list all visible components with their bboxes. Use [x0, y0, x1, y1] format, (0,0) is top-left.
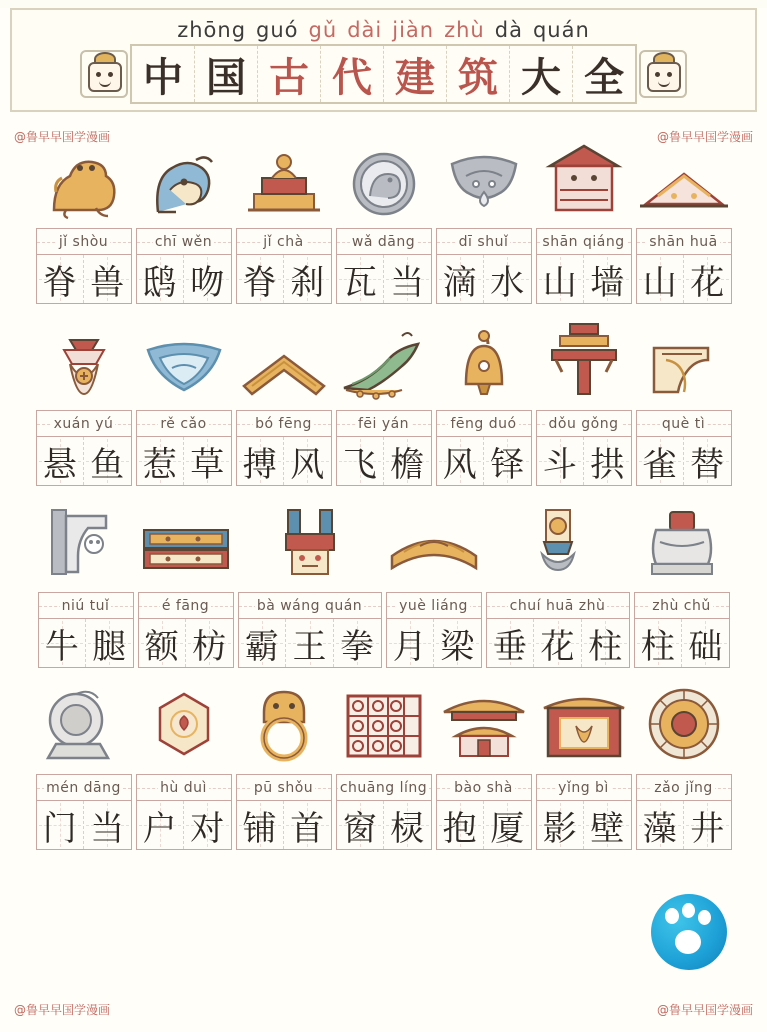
term-character [284, 437, 331, 485]
term-character [637, 437, 685, 485]
term-character [437, 437, 485, 485]
drip-tile-icon [436, 132, 532, 224]
term-character-glyph: 柱 [640, 626, 675, 667]
term-character-glyph: 壁 [590, 808, 625, 849]
eave-tile-icon [336, 132, 432, 224]
term-character [286, 619, 334, 667]
term-character-glyph: 惹 [142, 444, 177, 485]
term-character [334, 619, 381, 667]
term-characters [436, 436, 532, 486]
term-characters [336, 800, 432, 850]
term-pinyin: chuāng líng [336, 774, 432, 800]
term-character-glyph: 花 [690, 262, 725, 303]
term-character-glyph: 雀 [642, 444, 677, 485]
term-pinyin: bào shà [436, 774, 532, 800]
title-characters [130, 44, 637, 104]
term-character [284, 255, 331, 303]
watermark-bottom-right: @鲁早早国学漫画 [656, 1003, 753, 1017]
term-item[interactable] [236, 132, 332, 304]
term-row [8, 496, 759, 668]
term-character-glyph: 腿 [92, 626, 127, 667]
term-item[interactable] [36, 678, 132, 850]
term-characters [536, 800, 632, 850]
term-character-glyph: 草 [190, 444, 225, 485]
title-pinyin-syllable: gǔ [308, 18, 338, 42]
term-character-glyph: 替 [690, 444, 725, 485]
term-character-glyph: 墙 [590, 262, 625, 303]
chiwen-icon [136, 132, 232, 224]
term-character-glyph: 铎 [490, 444, 525, 485]
term-pinyin: rě cǎo [136, 410, 232, 436]
term-character-glyph: 牛 [44, 626, 79, 667]
term-character [387, 619, 435, 667]
term-pinyin: zǎo jǐng [636, 774, 732, 800]
title-character: 全 [584, 54, 624, 101]
term-character [584, 255, 631, 303]
architrave-icon [138, 496, 234, 588]
term-character [237, 255, 285, 303]
title-pinyin-syllable: zhù [444, 18, 485, 42]
term-item[interactable] [486, 496, 630, 668]
term-character-glyph: 拳 [340, 626, 375, 667]
term-character-glyph: 脊 [242, 262, 277, 303]
title-pinyin [12, 10, 755, 42]
term-character [537, 255, 585, 303]
term-character [384, 255, 431, 303]
term-pinyin: jǐ shòu [36, 228, 132, 254]
poster-header [10, 8, 757, 112]
term-character-glyph: 搏 [242, 444, 277, 485]
term-pinyin: yǐng bì [536, 774, 632, 800]
term-character [337, 437, 385, 485]
term-item[interactable] [36, 132, 132, 304]
term-character [584, 801, 631, 849]
term-character-glyph: 户 [142, 808, 177, 849]
term-character-glyph: 额 [144, 626, 179, 667]
term-character [84, 801, 131, 849]
term-pinyin: bà wáng quán [238, 592, 382, 618]
term-pinyin: wǎ dāng [336, 228, 432, 254]
term-character-glyph: 门 [42, 808, 77, 849]
mascot-left-icon [80, 50, 128, 98]
title-pinyin-syllable: dà [494, 18, 523, 42]
term-characters [236, 436, 332, 486]
term-pinyin: jǐ chà [236, 228, 332, 254]
term-character-glyph: 枋 [192, 626, 227, 667]
title-character: 中 [132, 46, 195, 102]
term-character-glyph: 山 [642, 262, 677, 303]
term-character [237, 801, 285, 849]
term-item[interactable] [36, 314, 132, 486]
term-character-glyph: 梁 [440, 626, 475, 667]
term-characters [636, 800, 732, 850]
title-pinyin-syllable: jiàn [392, 18, 435, 42]
term-character [484, 255, 531, 303]
hanging-flower-column-icon [510, 496, 606, 588]
term-characters [238, 618, 382, 668]
door-knocker-icon [236, 678, 332, 770]
term-item[interactable] [536, 314, 632, 486]
term-character [137, 255, 185, 303]
title-character: 筑 [447, 46, 510, 102]
term-character [484, 437, 531, 485]
term-character-glyph: 抱 [442, 808, 477, 849]
hanging-fish-icon [36, 314, 132, 406]
term-pinyin: chī wěn [136, 228, 232, 254]
term-item[interactable] [436, 132, 532, 304]
term-item[interactable] [336, 678, 432, 850]
column-base-icon [634, 496, 730, 588]
wind-bell-icon [436, 314, 532, 406]
term-pinyin: hù duì [136, 774, 232, 800]
title-character: 国 [195, 46, 258, 102]
term-character [184, 801, 231, 849]
term-character [637, 801, 685, 849]
bargeboard-icon [236, 314, 332, 406]
term-character [537, 437, 585, 485]
term-pinyin: bó fēng [236, 410, 332, 436]
term-character [582, 619, 629, 667]
term-character-glyph: 山 [542, 262, 577, 303]
term-character [635, 619, 683, 667]
watermark-top-left: @鲁早早国学漫画 [14, 130, 111, 144]
gable-flower-icon [636, 132, 732, 224]
term-character-glyph: 水 [490, 262, 525, 303]
term-item[interactable] [634, 496, 730, 668]
grass-board-icon [136, 314, 232, 406]
term-character-glyph: 当 [90, 808, 125, 849]
term-character [137, 801, 185, 849]
term-character-glyph: 藻 [642, 808, 677, 849]
term-character-glyph: 飞 [342, 444, 377, 485]
term-character [437, 255, 485, 303]
term-pinyin: shān qiáng [536, 228, 632, 254]
term-characters [536, 436, 632, 486]
term-character [337, 801, 385, 849]
term-characters [136, 254, 232, 304]
term-characters [386, 618, 482, 668]
term-row [8, 678, 759, 850]
term-row [8, 314, 759, 486]
term-item[interactable] [136, 314, 232, 486]
term-characters [236, 254, 332, 304]
term-character [637, 255, 685, 303]
term-character [684, 255, 731, 303]
title-pinyin-syllable: zhōng [177, 18, 247, 42]
watermark-top-right: @鲁早早国学漫画 [656, 130, 753, 144]
term-pinyin: zhù chǔ [634, 592, 730, 618]
term-character-glyph: 鸱 [142, 262, 177, 303]
term-item[interactable] [336, 314, 432, 486]
term-character-glyph: 窗 [342, 808, 377, 849]
term-character [86, 619, 133, 667]
term-characters [236, 800, 332, 850]
roof-beast-icon [36, 132, 132, 224]
term-character-glyph: 脊 [42, 262, 77, 303]
title-pinyin-syllable: quán [532, 18, 590, 42]
gable-wall-icon [536, 132, 632, 224]
term-character [37, 255, 85, 303]
flying-eave-icon [336, 314, 432, 406]
term-character-glyph: 风 [290, 444, 325, 485]
term-character-glyph: 檐 [390, 444, 425, 485]
term-item[interactable] [386, 496, 482, 668]
term-character [337, 255, 385, 303]
term-characters [636, 436, 732, 486]
moon-beam-icon [386, 496, 482, 588]
term-character [37, 801, 85, 849]
term-character [484, 801, 531, 849]
term-characters [536, 254, 632, 304]
term-pinyin: pū shǒu [236, 774, 332, 800]
brand-logo-icon [651, 894, 727, 970]
term-character-glyph: 影 [542, 808, 577, 849]
term-character [684, 437, 731, 485]
term-character [284, 801, 331, 849]
term-item[interactable] [536, 678, 632, 850]
term-item[interactable] [636, 678, 732, 850]
term-characters [336, 254, 432, 304]
term-character [487, 619, 535, 667]
term-item[interactable] [636, 132, 732, 304]
term-character-glyph: 井 [690, 808, 725, 849]
term-item[interactable] [636, 314, 732, 486]
term-character [84, 255, 131, 303]
term-characters [634, 618, 730, 668]
title-character: 古 [258, 46, 321, 102]
poster-page [0, 8, 767, 1032]
term-pinyin: xuán yú [36, 410, 132, 436]
term-character [139, 619, 187, 667]
term-characters [436, 254, 532, 304]
term-pinyin: é fāng [138, 592, 234, 618]
sparrow-brace-icon [636, 314, 732, 406]
title-character: 建 [384, 46, 447, 102]
term-character [39, 619, 87, 667]
term-character-glyph: 滴 [442, 262, 477, 303]
term-pinyin: yuè liáng [386, 592, 482, 618]
term-grid [0, 132, 767, 850]
window-lattice-icon [336, 678, 432, 770]
ox-leg-bracket-icon [38, 496, 134, 588]
term-character-glyph: 兽 [90, 262, 125, 303]
term-character [384, 801, 431, 849]
term-character [137, 437, 185, 485]
term-item[interactable] [236, 678, 332, 850]
term-item[interactable] [336, 132, 432, 304]
term-pinyin: shān huā [636, 228, 732, 254]
term-pinyin: fēi yán [336, 410, 432, 436]
term-character-glyph: 吻 [190, 262, 225, 303]
term-character [437, 801, 485, 849]
term-character-glyph: 柱 [588, 626, 623, 667]
term-item[interactable] [136, 678, 232, 850]
term-characters [486, 618, 630, 668]
term-pinyin: dī shuǐ [436, 228, 532, 254]
term-pinyin: mén dāng [36, 774, 132, 800]
term-characters [136, 800, 232, 850]
term-character-glyph: 对 [190, 808, 225, 849]
dougong-icon [536, 314, 632, 406]
term-characters [38, 618, 134, 668]
term-character [682, 619, 729, 667]
term-item[interactable] [236, 314, 332, 486]
title-character: 大 [510, 46, 573, 102]
term-character [37, 437, 85, 485]
watermark-bottom-left: @鲁早早国学漫画 [14, 1003, 111, 1017]
term-character-glyph: 月 [392, 626, 427, 667]
term-characters [138, 618, 234, 668]
term-character-glyph: 础 [688, 626, 723, 667]
term-pinyin: niú tuǐ [38, 592, 134, 618]
term-character [239, 619, 287, 667]
term-character-glyph: 铺 [242, 808, 277, 849]
title-character: 代 [321, 46, 384, 102]
term-item[interactable] [136, 132, 232, 304]
term-characters [436, 800, 532, 850]
term-characters [136, 436, 232, 486]
term-character-glyph: 霸 [244, 626, 279, 667]
caisson-ceiling-icon [636, 678, 732, 770]
term-row [8, 132, 759, 304]
door-pillar-icon [136, 678, 232, 770]
term-character [186, 619, 233, 667]
term-item[interactable] [238, 496, 382, 668]
term-item[interactable] [138, 496, 234, 668]
term-character-glyph: 棂 [390, 808, 425, 849]
term-character-glyph: 鱼 [90, 444, 125, 485]
mascot-right-icon [639, 50, 687, 98]
term-character-glyph: 拱 [590, 444, 625, 485]
overlord-fist-icon [262, 496, 358, 588]
term-character-glyph: 悬 [42, 444, 77, 485]
term-item[interactable] [436, 314, 532, 486]
term-item[interactable] [436, 678, 532, 850]
title-pinyin-syllable: guó [256, 18, 299, 42]
term-character [537, 801, 585, 849]
term-character [184, 437, 231, 485]
title-row [12, 44, 755, 104]
term-pinyin: què tì [636, 410, 732, 436]
term-character [534, 619, 582, 667]
title-pinyin-syllable: dài [347, 18, 383, 42]
term-character-glyph: 花 [540, 626, 575, 667]
porch-icon [436, 678, 532, 770]
term-characters [36, 436, 132, 486]
term-characters [636, 254, 732, 304]
term-character [384, 437, 431, 485]
term-pinyin: fēng duó [436, 410, 532, 436]
term-character-glyph: 斗 [542, 444, 577, 485]
door-drum-icon [36, 678, 132, 770]
term-character-glyph: 刹 [290, 262, 325, 303]
term-characters [36, 800, 132, 850]
term-pinyin: chuí huā zhù [486, 592, 630, 618]
term-character-glyph: 首 [290, 808, 325, 849]
term-character [434, 619, 481, 667]
term-character [584, 437, 631, 485]
term-pinyin: dǒu gǒng [536, 410, 632, 436]
screen-wall-icon [536, 678, 632, 770]
term-character [184, 255, 231, 303]
term-character-glyph: 王 [292, 626, 327, 667]
term-character [684, 801, 731, 849]
term-character-glyph: 当 [390, 262, 425, 303]
term-character-glyph: 垂 [492, 626, 527, 667]
term-characters [36, 254, 132, 304]
term-character [237, 437, 285, 485]
term-character-glyph: 厦 [490, 808, 525, 849]
term-item[interactable] [536, 132, 632, 304]
term-item[interactable] [38, 496, 134, 668]
term-character-glyph: 瓦 [342, 262, 377, 303]
term-characters [336, 436, 432, 486]
ridge-finial-icon [236, 132, 332, 224]
term-character-glyph: 风 [442, 444, 477, 485]
term-character [84, 437, 131, 485]
